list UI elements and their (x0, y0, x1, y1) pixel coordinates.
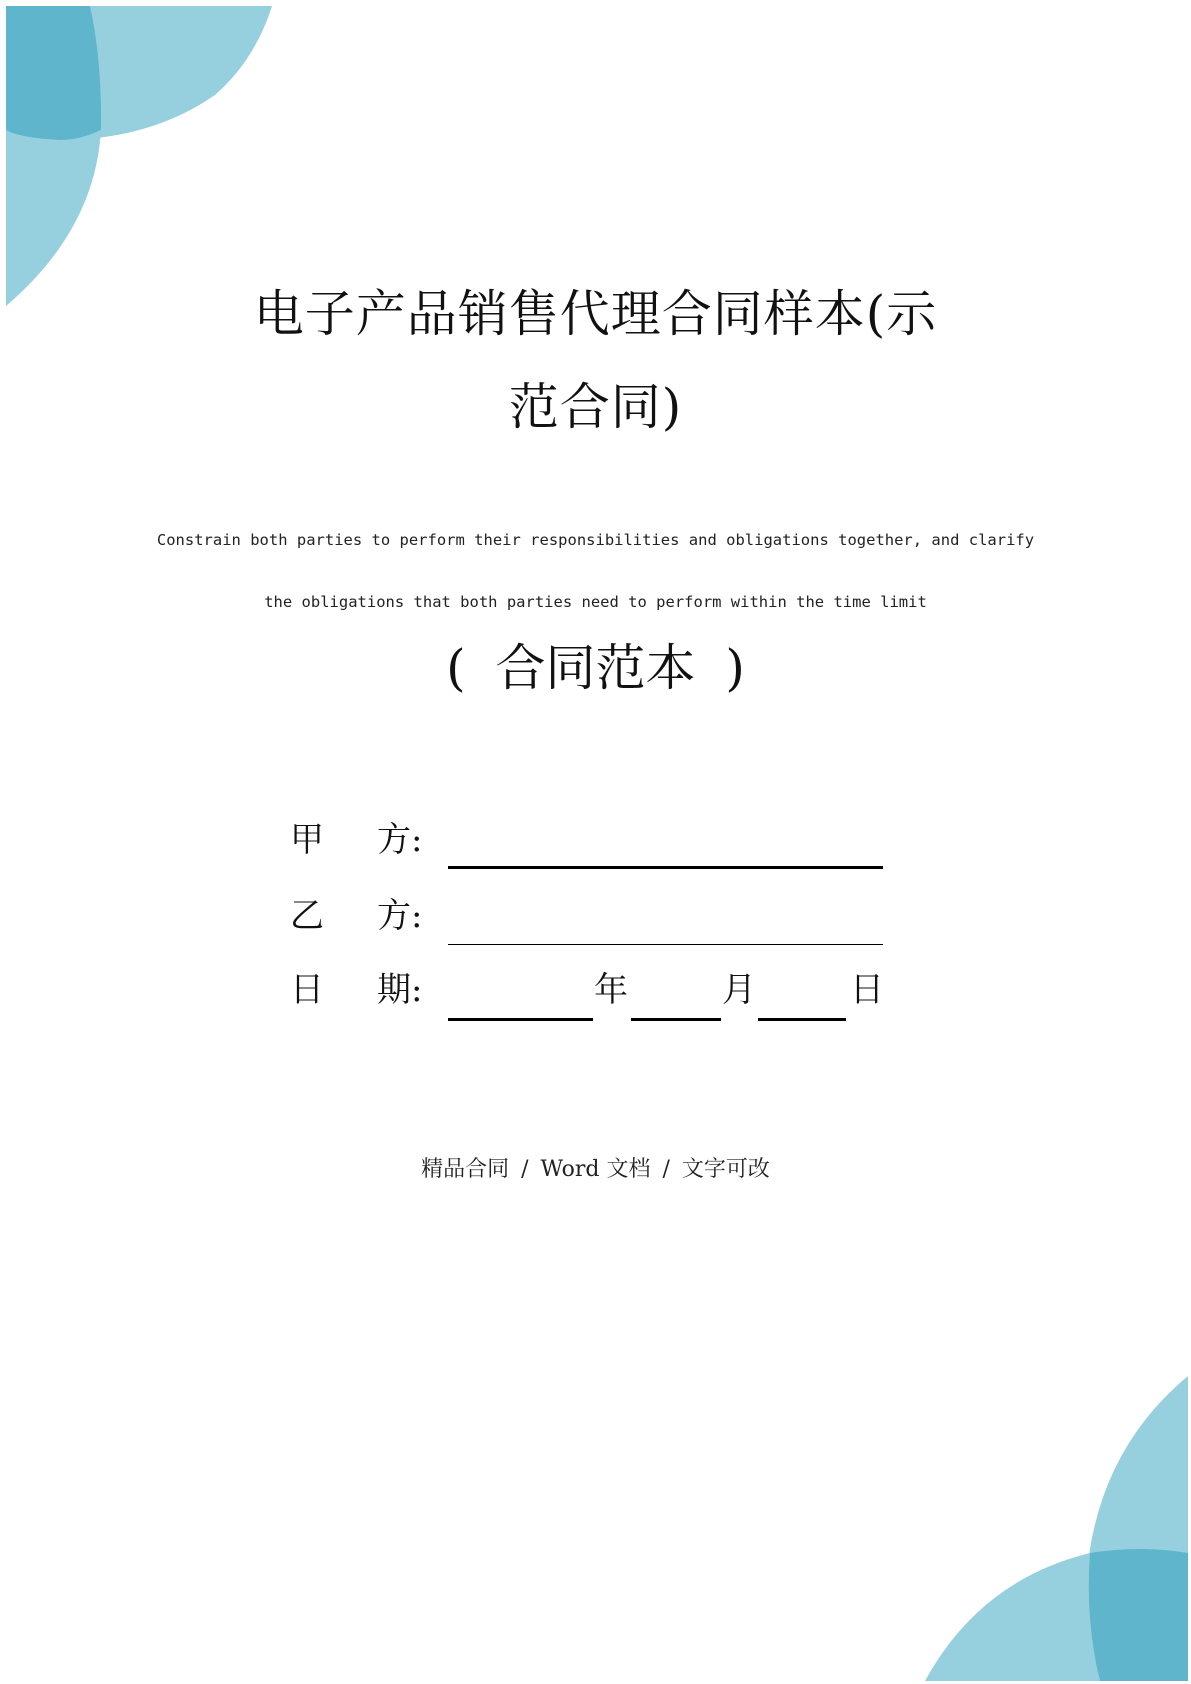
party-a-label-char1: 甲 (290, 820, 324, 860)
footer-item-2: Word 文档 (540, 1157, 651, 1182)
party-b-label-char1: 乙 (290, 896, 324, 936)
date-label-char1: 日 (290, 970, 324, 1010)
footer-separator-2: / (662, 1157, 670, 1182)
date-label-char2: 期: (377, 970, 423, 1010)
category-label: ( 合同范本 ) (446, 639, 745, 697)
year-unit: 年 (594, 970, 628, 1010)
date-day-blank-line[interactable] (758, 1018, 846, 1021)
date-year-blank-line[interactable] (448, 1018, 593, 1021)
footer-tagline (150, 1155, 1041, 1185)
document-title (150, 268, 1041, 454)
footer-separator-1: / (521, 1157, 529, 1182)
title-line-2: 范合同) (508, 378, 683, 436)
month-unit: 月 (722, 970, 756, 1010)
party-a-blank-line[interactable] (448, 866, 883, 869)
subtitle-line-2: the obligations that both parties need to perform within the time limit (264, 593, 927, 611)
subtitle-line-1: Constrain both parties to perform their responsibilities and obligations together, and clarify (156, 531, 1035, 549)
party-a-label-char2: 方: (377, 820, 423, 860)
party-b-blank-line[interactable] (448, 944, 883, 945)
day-unit: 日 (850, 970, 884, 1010)
footer-item-3: 文字可改 (681, 1157, 770, 1182)
date-month-blank-line[interactable] (631, 1018, 721, 1021)
party-b-label-char2: 方: (377, 896, 423, 936)
footer-item-1: 精品合同 (421, 1157, 510, 1182)
title-line-1: 电子产品销售代理合同样本(示 (253, 285, 938, 343)
